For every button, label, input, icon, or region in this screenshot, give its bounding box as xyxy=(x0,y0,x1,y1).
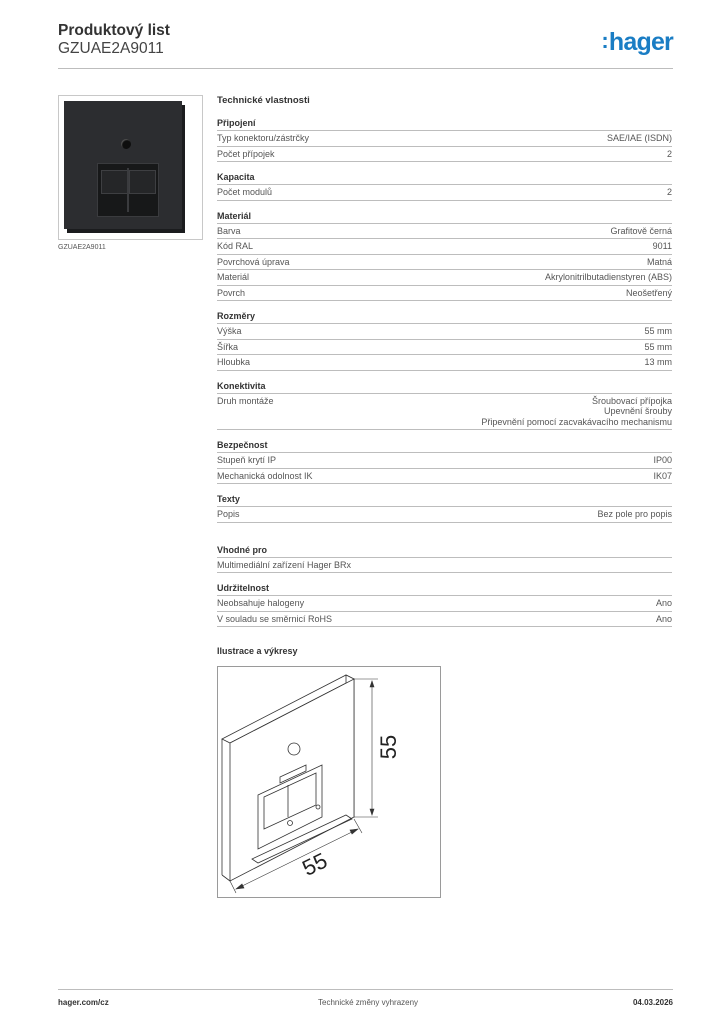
spec-value xyxy=(607,133,672,144)
spec-value-line: IK07 xyxy=(653,470,672,481)
spec-row xyxy=(217,147,672,163)
spec-group-title: Připojení xyxy=(217,118,672,131)
spec-row xyxy=(217,612,672,628)
socket-left xyxy=(101,170,128,194)
page-header xyxy=(58,20,673,69)
spec-label: Hloubka xyxy=(217,357,251,367)
spec-value xyxy=(656,598,672,609)
spec-value xyxy=(656,614,672,625)
socket-opening xyxy=(97,163,159,217)
spec-value-line: Ano xyxy=(655,613,672,624)
spec-row xyxy=(217,596,672,612)
spec-group-title: Bezpečnost xyxy=(217,440,672,453)
spec-label: Mechanická odolnost IK xyxy=(217,470,313,481)
spec-label: V souladu se směrnicí RoHS xyxy=(217,613,333,624)
spec-value xyxy=(610,226,672,237)
spec-row xyxy=(217,507,672,523)
spec-value-line: Matná xyxy=(646,256,672,267)
spec-value-line: 55 mm xyxy=(644,341,672,352)
spec-groups xyxy=(217,118,672,627)
spec-value xyxy=(644,357,672,368)
spec-row xyxy=(217,270,672,286)
spec-group-title: Materiál xyxy=(217,211,672,224)
spec-row xyxy=(217,558,672,574)
product-photo xyxy=(58,95,203,240)
spec-label: Neobsahuje halogeny xyxy=(217,598,305,608)
spec-group-title: Texty xyxy=(217,494,672,507)
spec-value-line: Upevnění šrouby xyxy=(603,406,672,416)
hager-logo[interactable]: :hager xyxy=(601,28,673,56)
spec-label: Materiál xyxy=(217,272,250,282)
spec-value-line: Grafitově černá xyxy=(610,225,672,236)
spec-label: Povrchová úprava xyxy=(217,256,290,267)
spec-value-line: Šroubovací přípojka xyxy=(591,395,672,406)
spec-label: Typ konektoru/zástrčky xyxy=(217,133,310,143)
spec-label: Kód RAL xyxy=(217,241,254,251)
spec-value xyxy=(626,288,672,299)
spec-label: Výška xyxy=(217,326,242,336)
spec-row xyxy=(217,239,672,255)
spec-value-line: Ano xyxy=(655,598,672,608)
spec-row xyxy=(217,255,672,271)
specifications xyxy=(217,95,672,627)
spec-row xyxy=(217,224,672,240)
screw-hole xyxy=(121,139,131,149)
spec-row xyxy=(217,340,672,356)
logo-text: hager xyxy=(608,28,673,56)
spec-label: Popis xyxy=(217,509,240,519)
spec-label: Druh montáže xyxy=(217,395,274,406)
footer-disclaimer: Technické změny vyhrazeny xyxy=(318,998,419,1007)
specs-title: Technické vlastnosti xyxy=(217,95,310,106)
spec-label: Povrch xyxy=(217,287,246,298)
spec-value-line: 9011 xyxy=(652,241,672,251)
spec-label: Barva xyxy=(217,225,241,236)
spec-value xyxy=(653,241,672,252)
footer-date: 04.03.2026 xyxy=(632,998,673,1007)
spec-value xyxy=(667,149,672,160)
spec-row xyxy=(217,286,672,302)
dim-width-label: 55 xyxy=(298,847,332,881)
spec-value-line: IP00 xyxy=(653,455,672,465)
spec-row xyxy=(217,131,672,147)
spec-value-line: Akrylonitrilbutadienstyren (ABS) xyxy=(544,272,672,282)
spec-value xyxy=(545,272,672,283)
dim-height-label: 55 xyxy=(376,734,401,760)
spec-value-line: 13 mm xyxy=(644,357,672,367)
spec-label: Multimediální zařízení Hager BRx xyxy=(217,559,352,570)
spec-value-line: 55 mm xyxy=(644,326,672,336)
spec-label: Stupeň krytí IP xyxy=(217,455,277,465)
socket-right xyxy=(129,170,156,194)
spec-row xyxy=(217,394,672,431)
spec-group-title: Rozměry xyxy=(217,311,672,324)
illustrations-title: Ilustrace a výkresy xyxy=(217,646,298,656)
footer-website-link[interactable]: hager.com/cz xyxy=(58,998,109,1007)
page-footer xyxy=(58,989,673,1012)
spec-value xyxy=(653,471,672,482)
spec-value-line: 2 xyxy=(666,187,672,197)
spec-group-title: Kapacita xyxy=(217,172,672,185)
spec-value xyxy=(644,342,672,353)
spec-label: Šířka xyxy=(217,341,239,352)
spec-value xyxy=(667,187,672,198)
cover-plate-image xyxy=(64,101,182,229)
spec-group-title: Konektivita xyxy=(217,381,672,394)
spec-row xyxy=(217,469,672,485)
spec-row xyxy=(217,453,672,469)
spec-value xyxy=(597,509,672,520)
spec-value xyxy=(647,257,672,268)
page-title: Produktový list xyxy=(58,22,170,39)
spec-value-line: SAE/IAE (ISDN) xyxy=(606,133,672,143)
spec-group-title: Vhodné pro xyxy=(217,545,672,558)
spec-group-title: Udržitelnost xyxy=(217,583,672,596)
product-code: GZUAE2A9011 xyxy=(58,40,164,57)
spec-value-line: Bez pole pro popis xyxy=(597,509,672,519)
spec-value xyxy=(481,396,672,428)
spec-label: Počet přípojek xyxy=(217,148,275,159)
spec-value-line: 2 xyxy=(666,148,672,159)
spec-label: Počet modulů xyxy=(217,187,273,197)
spec-value-line: Neošetřený xyxy=(625,287,672,298)
spec-row xyxy=(217,324,672,340)
spec-value-line: Připevnění pomocí zacvakávacího mechanismu xyxy=(481,416,672,427)
spec-value xyxy=(653,455,672,466)
spec-row xyxy=(217,355,672,371)
section-gap xyxy=(217,523,672,535)
technical-drawing xyxy=(217,666,441,898)
photo-caption: GZUAE2A9011 xyxy=(58,244,106,251)
spec-value xyxy=(644,326,672,337)
spec-row xyxy=(217,185,672,201)
dimension-drawing xyxy=(218,667,440,897)
